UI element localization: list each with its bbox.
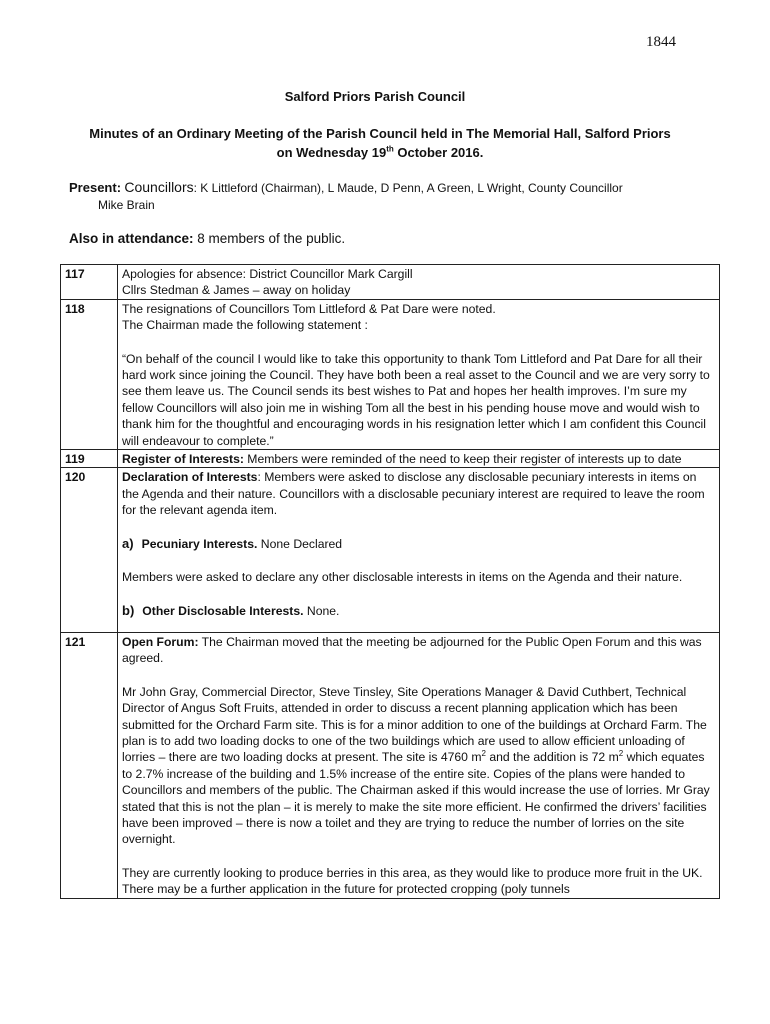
attendance-section — [69, 231, 345, 246]
minute-body — [118, 265, 720, 300]
minute-body — [118, 299, 720, 449]
present-list: : K Littleford (Chairman), L Maude, D Penn, A Green, L Wright, County Councillor — [193, 181, 623, 195]
attendance-text: 8 members of the public. — [193, 231, 346, 246]
subtitle-text: Minutes of an Ordinary Meeting of the Parish Council held in The Memorial Hall, Salford Priors on Wednesday 19 — [89, 126, 671, 160]
superscript: 2 — [618, 749, 624, 759]
minute-text-content: The Chairman moved that the meeting be adjourned for the Public Open Forum and this was agreed. — [122, 634, 702, 666]
minute-text: The Chairman made the following statement : — [122, 318, 368, 333]
minute-row-118 — [61, 299, 720, 449]
minute-row-120 — [61, 468, 720, 632]
chairman-statement: “On behalf of the council I would like to take this opportunity to thank Tom Littleford and Pat Dare for all their hard work since joining the Council. They have both been a real asset to the Council and we are very sorry to see them leave us. The Council sends its best wishes to Pat and hopes her health improves. I’m sure my fellow Councillors will also join me in wishing Tom all the best in his pending house move and would wish to thank him for the thoughtful and encouraging words in his resignation letter which I am confident this Council will endeavour to complete.” — [122, 351, 710, 448]
minute-row-119 — [61, 450, 720, 468]
sub-item-letter: a) — [122, 535, 134, 551]
minute-text-content: and the addition is 72 m — [485, 750, 619, 765]
minute-text — [122, 469, 715, 518]
minute-text: Cllrs Stedman & James – away on holiday — [122, 283, 351, 298]
minute-number: 118 — [61, 299, 118, 449]
minute-heading: Register of Interests: — [122, 452, 244, 467]
pecuniary-interests — [122, 536, 715, 552]
other-interests — [122, 603, 715, 619]
minute-number: 117 — [61, 265, 118, 300]
document-subtitle — [80, 124, 680, 162]
minute-text: They are currently looking to produce berries in this area, as they would like to produce more fruit in the UK. There may be a further application in the future for protected cropping (poly tunnels — [122, 865, 703, 897]
minute-text-content: Members were reminded of the need to keep their register of interests up to date — [243, 452, 682, 467]
minute-text-content: Mr John Gray, Commercial Director, Steve Tinsley, Site Operations Manager & David Cuthbert, Technical Director of Angus Soft Fruits, attended in order to discuss a recent planning application which has been submitted for the Orchard Farm site. This is for a minor addition to one of the buildings at Orchard Farm. The plan is to add two loading docks to one of the two buildings which are used to allow efficient unloading of lorries – there are two loading docks at present. The site is 4760 m — [122, 684, 707, 765]
present-section — [69, 179, 709, 214]
sub-item-heading: Other Disclosable Interests. — [142, 603, 304, 618]
minute-text: Apologies for absence: District Councillor Mark Cargill — [122, 267, 413, 281]
minute-text: The resignations of Councillors Tom Littleford & Pat Dare were noted. — [122, 301, 496, 316]
sub-item-letter: b) — [122, 602, 135, 618]
minute-number: 120 — [61, 468, 118, 632]
minute-row-121 — [61, 632, 720, 898]
minute-text — [122, 634, 715, 667]
minute-text-content: which equates to 2.7% increase of the building and 1.5% increase of the entire site. Copies of the plans were handed to Councillors and members of the public. The Chairman asked if this would increase the use of lorries. Mr Gray stated that this is not the plan – it is merely to make the site more efficient. He confirmed the drivers’ facilities have been improved – there is now a toilet and they are trying to reduce the number of lorries on the site overnight. — [122, 750, 710, 847]
attendance-label: Also in attendance: — [69, 231, 194, 246]
subtitle-text-end: October 2016. — [393, 145, 484, 160]
sub-item-text: None. — [303, 603, 340, 618]
minute-number: 121 — [61, 632, 118, 898]
subtitle-superscript: th — [386, 144, 394, 154]
present-list-continued: Mike Brain — [98, 198, 155, 212]
superscript: 2 — [481, 749, 486, 759]
minute-body — [118, 450, 720, 468]
minute-text — [122, 451, 715, 467]
present-label: Present: — [69, 180, 122, 195]
sub-item-heading: Pecuniary Interests. — [141, 536, 258, 551]
minute-body — [118, 632, 720, 898]
document-title: Salford Priors Parish Council — [284, 89, 466, 104]
minute-text: Members were asked to declare any other disclosable interests in items on the Agenda and their nature. — [122, 570, 683, 585]
minute-row-117 — [61, 265, 720, 300]
councillors-label: Councillors — [124, 179, 194, 195]
minutes-table — [60, 264, 720, 899]
minute-heading: Declaration of Interests — [122, 470, 258, 485]
sub-item-text: None Declared — [257, 536, 343, 551]
page-number: 1844 — [646, 34, 676, 50]
minute-number: 119 — [61, 450, 118, 468]
minute-heading: Open Forum: — [122, 634, 199, 649]
minute-text — [122, 684, 715, 848]
minute-text-content: : Members were asked to disclose any disclosable pecuniary interests in items on the Agenda and their nature. Councillors with a disclosable pecuniary interest are required to leave the room for the relevant agenda item. — [122, 470, 705, 518]
minute-body — [118, 468, 720, 632]
